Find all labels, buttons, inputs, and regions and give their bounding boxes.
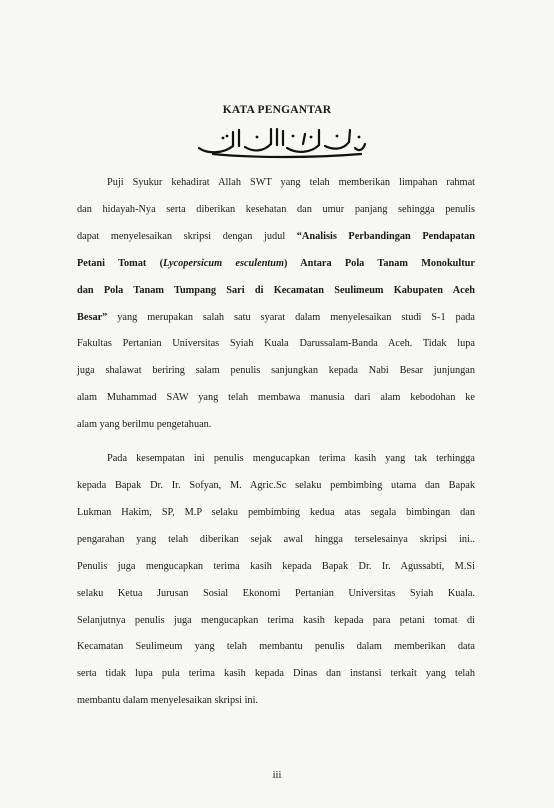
text-run: dapat menyelesaikan skripsi dengan judul xyxy=(77,230,297,242)
paragraph-acknowledgement-intro xyxy=(77,170,475,439)
basmala-calligraphy-graphic xyxy=(193,124,369,160)
text-run: Kecamatan Seulimeum yang telah membantu penulis dalam memberikan data xyxy=(77,641,475,653)
text-line xyxy=(77,527,475,554)
text-run: serta tidak lupa pula terima kasih kepada Dinas dan instansi terkait yang telah xyxy=(77,668,475,680)
text-run: dan hidayah-Nya serta diberikan kesehatan dan umur panjang sehingga penulis xyxy=(77,203,475,215)
text-line xyxy=(77,170,475,197)
text-run: “Analisis Perbandingan Pendapatan xyxy=(296,230,475,242)
text-line xyxy=(77,251,475,278)
text-run: kepada Bapak Dr. Ir. Sofyan, M. Agric.Sc selaku pembimbing utama dan Bapak xyxy=(77,479,475,491)
text-line xyxy=(77,385,475,412)
text-run: pengarahan yang telah diberikan sejak awal hingga terselesainya skripsi ini.. xyxy=(77,533,475,545)
text-run: alam yang berilmu pengetahuan. xyxy=(77,419,212,431)
text-run: alam Muhammad SAW yang telah membawa manusia dari alam kebodohan ke xyxy=(77,392,475,404)
paragraph-thanks xyxy=(77,446,475,715)
text-line xyxy=(77,688,475,715)
text-line xyxy=(77,608,475,635)
text-run: Besar” xyxy=(77,311,108,323)
text-run: Penulis juga mengucapkan terima kasih kepada Bapak Dr. Ir. Agussabti, M.Si xyxy=(77,560,475,572)
page-title: KATA PENGANTAR xyxy=(222,104,332,116)
text-run: membantu dalam menyelesaikan skripsi ini. xyxy=(77,695,259,707)
text-line xyxy=(77,473,475,500)
text-run: Puji Syukur kehadirat Allah SWT yang telah memberikan limpahan rahmat xyxy=(107,177,475,188)
basmala-calligraphy xyxy=(193,124,369,160)
text-line xyxy=(77,634,475,661)
text-line xyxy=(77,554,475,581)
text-line xyxy=(77,446,475,473)
text-run: Fakultas Pertanian Universitas Syiah Kuala Darussalam-Banda Aceh. Tidak lupa xyxy=(77,338,475,350)
text-line xyxy=(77,358,475,385)
text-line xyxy=(77,224,475,251)
text-run: dan Pola Tanam Tumpang Sari di Kecamatan Seulimeum Kabupaten Aceh xyxy=(77,284,475,296)
text-line xyxy=(77,412,475,439)
text-line xyxy=(77,278,475,305)
text-line xyxy=(77,305,475,332)
text-line xyxy=(77,661,475,688)
text-run: juga shalawat beriring salam penulis sanjungkan kepada Nabi Besar junjungan xyxy=(77,365,475,377)
text-run: yang merupakan salah satu syarat dalam menyelesaikan studi S-1 pada xyxy=(107,311,475,323)
text-run: Petani Tomat ( xyxy=(77,257,164,269)
body-text xyxy=(77,170,475,715)
text-run: Selanjutnya penulis juga mengucapkan terima kasih kepada para petani tomat di xyxy=(77,614,475,626)
text-run: Lycopersicum esculentum xyxy=(163,257,285,269)
page-number: iii xyxy=(272,770,282,781)
text-line xyxy=(77,331,475,358)
text-run: selaku Ketua Jurusan Sosial Ekonomi Pertanian Universitas Syiah Kuala. xyxy=(77,587,475,599)
text-run: Lukman Hakim, SP, M.P selaku pembimbing kedua atas segala bimbingan dan xyxy=(77,506,475,518)
text-run: ) Antara Pola Tanam Monokultur xyxy=(284,257,475,269)
text-line xyxy=(77,581,475,608)
text-line xyxy=(77,500,475,527)
text-line xyxy=(77,197,475,224)
text-run: Pada kesempatan ini penulis mengucapkan terima kasih yang tak terhingga xyxy=(107,453,475,465)
